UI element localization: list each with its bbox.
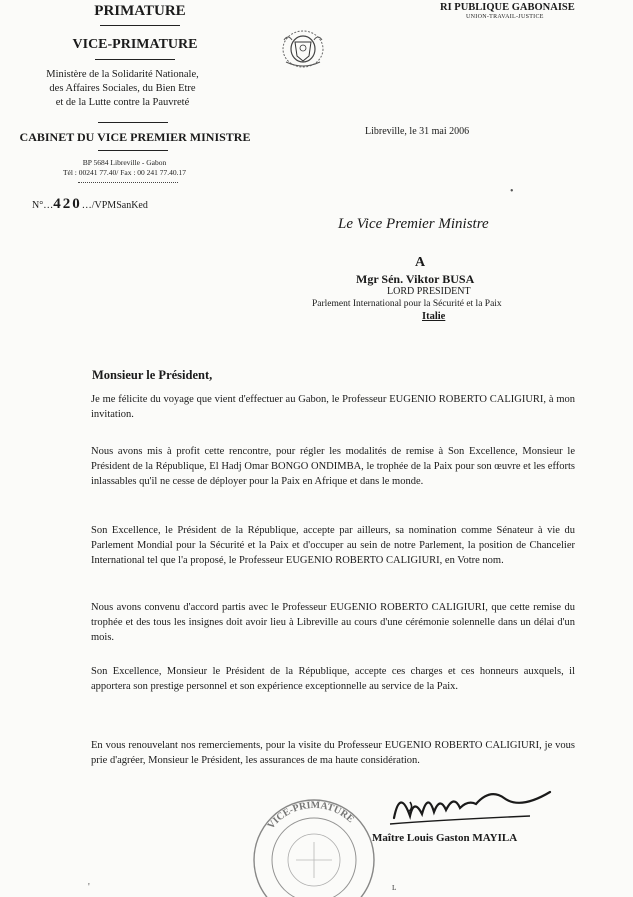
ministry-line: et de la Lutte contre la Pauvreté xyxy=(55,97,190,108)
postal-box: BP 5684 Libreville - Gabon xyxy=(82,158,167,167)
signer-name: Maître Louis Gaston MAYILA xyxy=(372,832,518,844)
body-paragraph: En vous renouvelant nos remerciements, pour la visite du Professeur EUGENIO ROBERTO CALIGIURI, je vous prie d'agréer, Monsieur le Président, les assurances de ma haute considération. xyxy=(91,740,575,766)
addressee-prefix: A xyxy=(415,255,426,270)
ref-number: 420 xyxy=(53,196,82,212)
primature-heading: PRIMATURE xyxy=(94,3,186,19)
cabinet-heading: CABINET DU VICE PREMIER MINISTRE xyxy=(19,130,251,144)
body-paragraph: Nous avons convenu d'accord partis avec le Professeur EUGENIO ROBERTO CALIGIURI, que cette remise du trophée et des tous les insignes doit avoir lieu à Libreville au cours d'une cérémonie solennelle dans un délai d'un mois. xyxy=(91,602,575,643)
body-paragraph: Son Excellence, le Président de la République, accepte par ailleurs, sa nomination comme Sénateur à vie du Parlement Mondial pour la Sécurité et la Paix et d'occuper au sein de notre Parlement, la position de Chancelier International tel que l'a proposé, le Professeur EUGENIO ROBERTO CALIGIURI, en Votre nom. xyxy=(91,525,575,566)
body-paragraph: Son Excellence, Monsieur le Président de la République, accepte ces charges et ces honneurs auxquels, il apportera son prestige personnel et son expérience exceptionnelle au service de la Paix. xyxy=(91,666,575,692)
salutation: Monsieur le Président, xyxy=(92,368,213,382)
ministry-line: des Affaires Sociales, du Bien Etre xyxy=(49,83,196,94)
republic-motto: UNION-TRAVAIL-JUSTICE xyxy=(466,14,544,20)
addressee-organization: Parlement International pour la Sécurité et la Paix xyxy=(312,299,502,309)
divider xyxy=(98,122,168,123)
addressee-country: Italie xyxy=(422,311,446,322)
ref-prefix: N° xyxy=(32,200,44,211)
letter-date: Libreville, le 31 mai 2006 xyxy=(365,126,470,137)
seal-text: VICE-PRIMATURE xyxy=(265,799,356,832)
sender-title: Le Vice Premier Ministre xyxy=(338,216,489,232)
ministry-line: Ministère de la Solidarité Nationale, xyxy=(46,69,199,80)
phone-fax: Tél : 00241 77.40/ Fax : 00 241 77.40.17 xyxy=(62,168,187,177)
divider xyxy=(98,150,168,151)
coat-of-arms-icon xyxy=(278,26,328,72)
signature-icon xyxy=(380,778,580,838)
vice-primature-heading: VICE-PRIMATURE xyxy=(72,37,198,52)
reference-number: N°…420…/VPMSanKed xyxy=(32,196,148,212)
body-paragraph: Nous avons mis à profit cette rencontre, pour régler les modalités de remise à Son Excellence, Monsieur le Président de la République, El Hadj Omar BONGO ONDIMBA, le trophée de la Paix pour son œuvre et les efforts inlassables qu'il ne cesse de déployer pour la Paix en Afrique et dans le monde. xyxy=(91,446,575,487)
divider xyxy=(100,25,180,26)
official-stamp-icon xyxy=(244,790,384,897)
addressee-role: LORD PRESIDENT xyxy=(387,286,471,297)
ministry-name xyxy=(0,68,245,110)
divider xyxy=(95,59,175,60)
body-paragraph: Je me félicite du voyage que vient d'effectuer au Gabon, le Professeur EUGENIO ROBERTO CALIGIURI, à mon invitation. xyxy=(91,394,575,420)
addressee-name: Mgr Sén. Viktor BUSA xyxy=(356,272,475,286)
republic-heading: RI PUBLIQUE GABONAISE xyxy=(440,2,575,13)
ref-suffix: /VPMSanKed xyxy=(91,200,148,211)
contact-block xyxy=(12,158,237,178)
svg-text:VICE-PRIMATURE xyxy=(266,800,356,831)
divider xyxy=(78,182,178,183)
